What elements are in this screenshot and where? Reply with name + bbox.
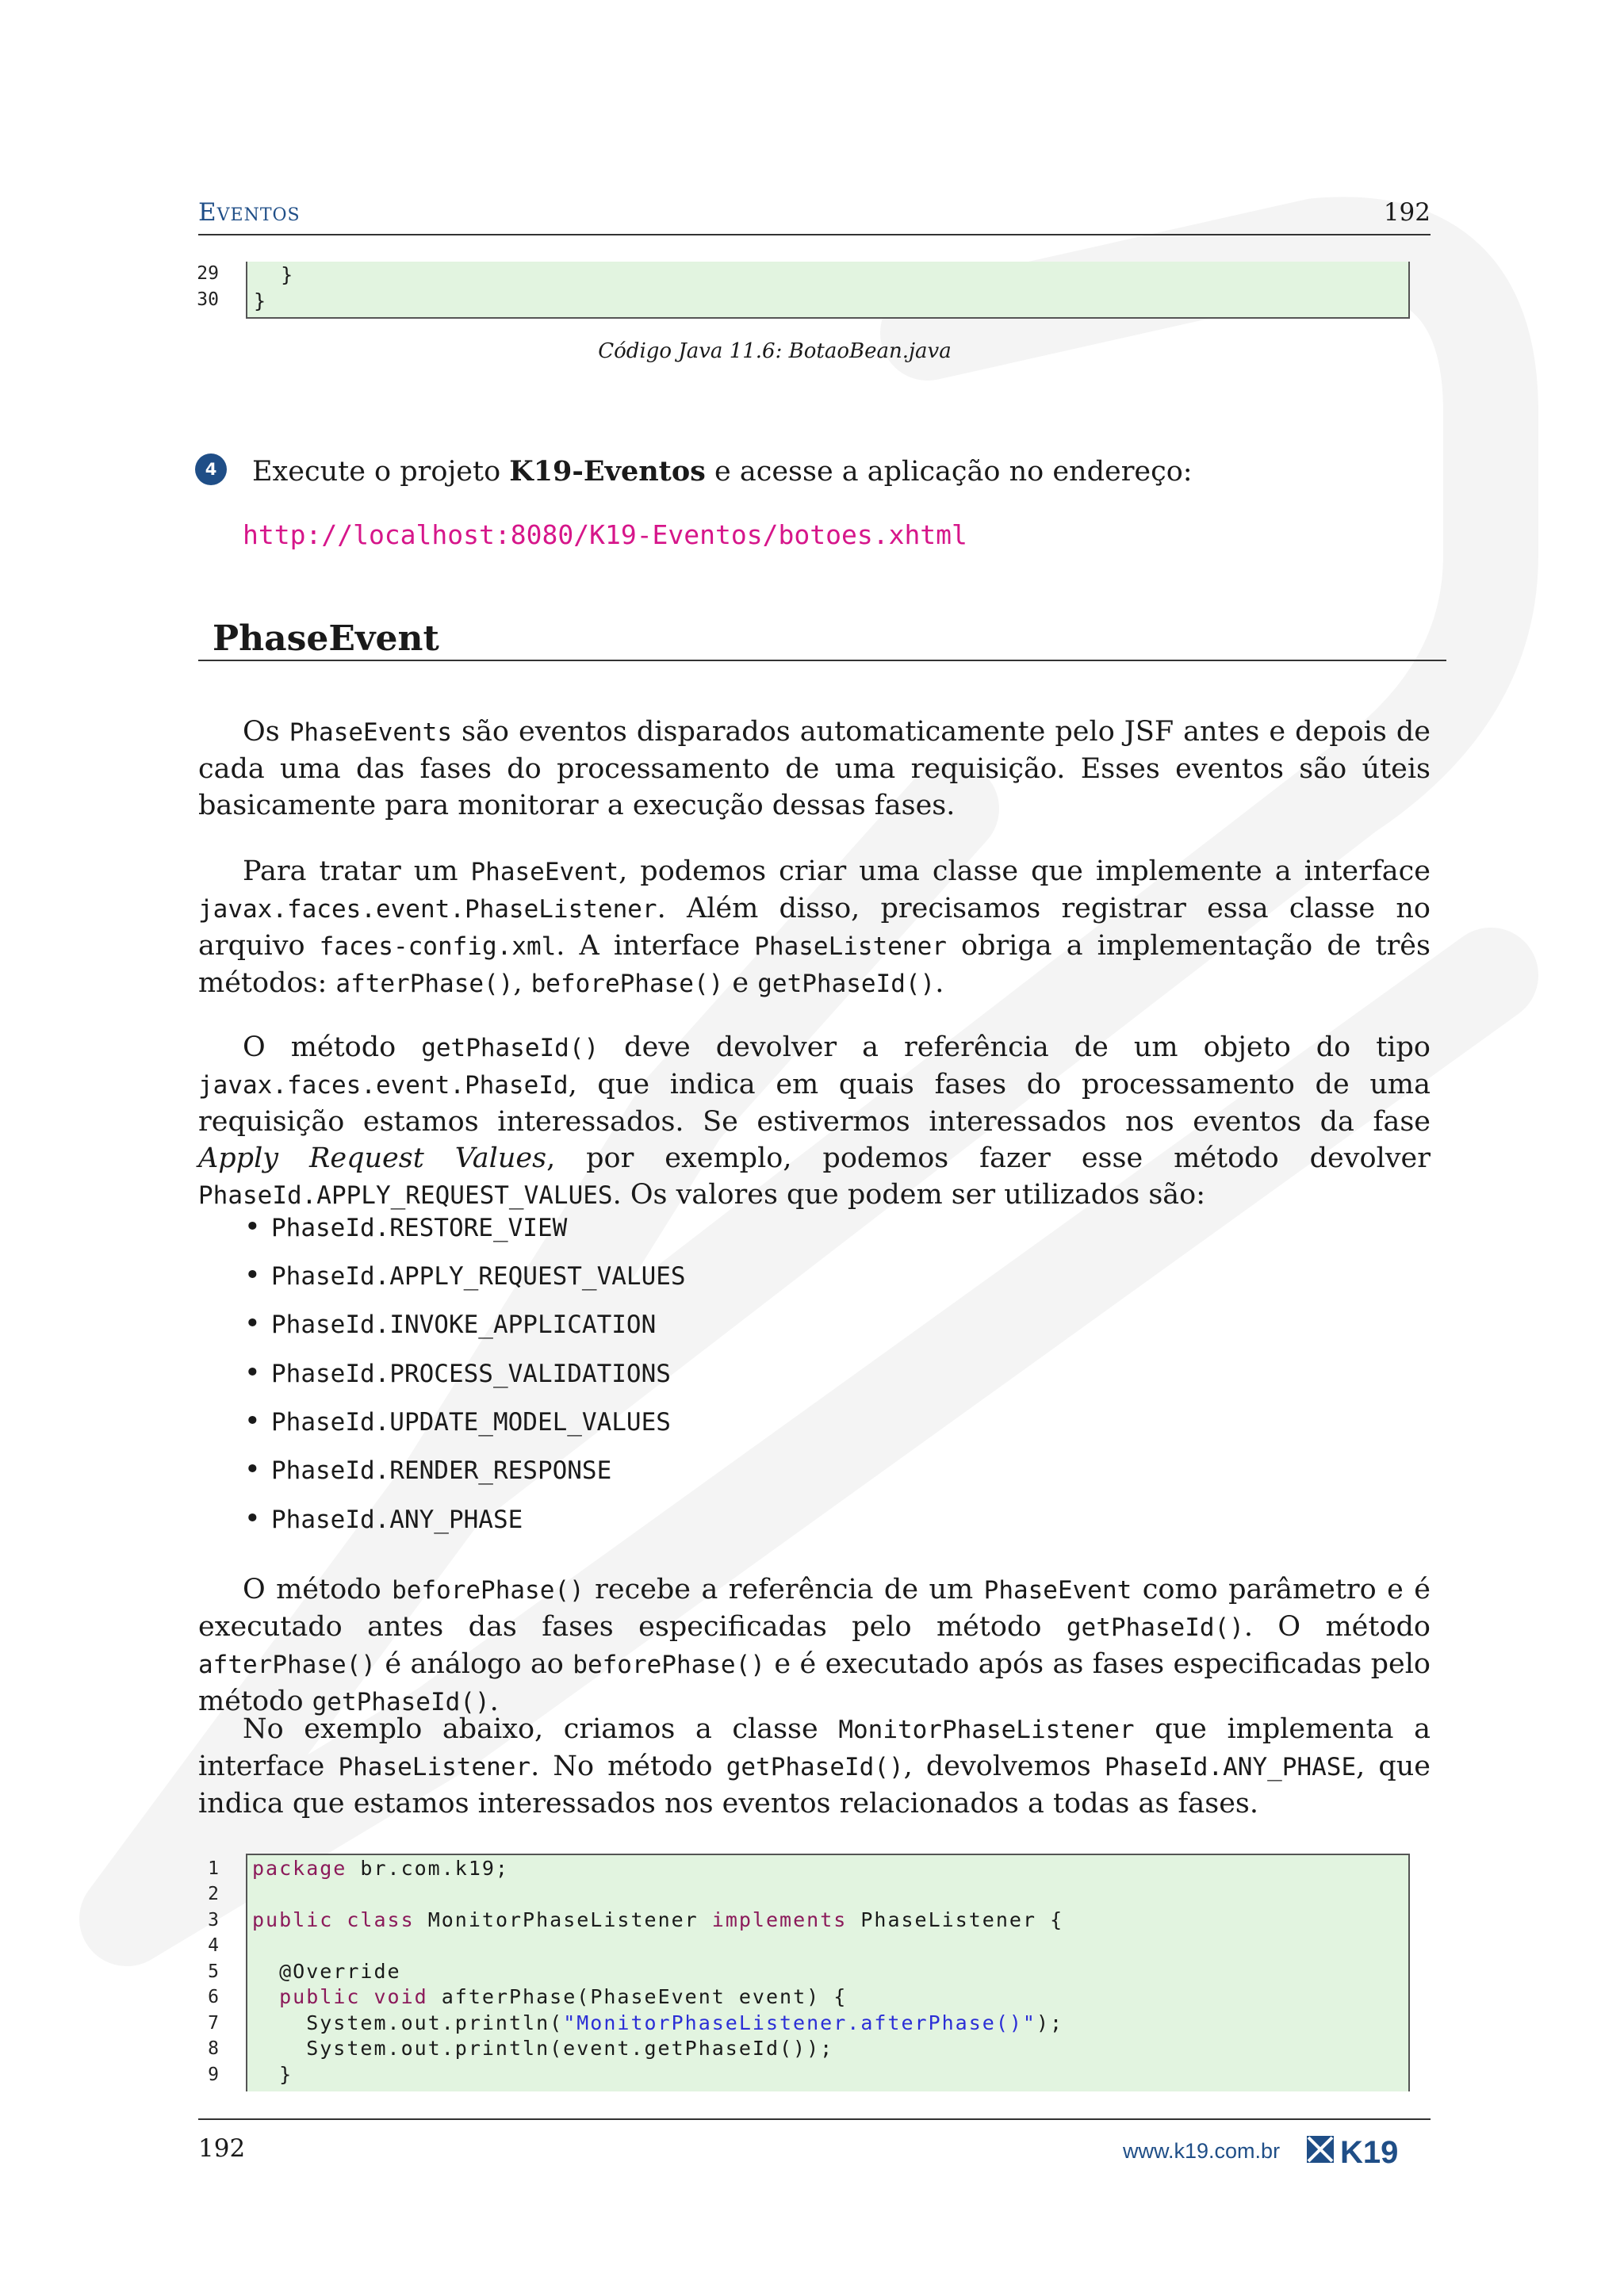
code-line: public void afterPhase(PhaseEvent event) { (279, 1985, 848, 2008)
k19-logo-icon (1305, 2131, 1432, 2169)
code-box (246, 262, 1410, 319)
step-instruction: Execute o projeto K19-Eventos e acesse a aplicação no endereço: (252, 455, 1193, 488)
code-caption: Código Java 11.6: BotaoBean.java (598, 339, 952, 363)
paragraph-2: Para tratar um PhaseEvent, podemos criar uma classe que implemente a interface javax.faces.event.PhaseListener. Além disso, precisamos registrar essa classe no arquivo faces-config.xml. A interface PhaseListener obriga a implementação de três métodos: afterPhase(), beforePhase() e getPhaseId(). (198, 855, 1431, 999)
app-url-link[interactable]: http://localhost:8080/K19-Eventos/botoes.xhtml (243, 519, 967, 550)
footer-website: www.k19.com.br (1123, 2139, 1281, 2163)
code-line: } (254, 263, 295, 286)
header-page-number: 192 (1383, 198, 1431, 227)
paragraph-4: O método beforePhase() recebe a referência de um PhaseEvent como parâmetro e é executado antes das fases especificadas pelo método getPhaseId(). O método afterPhase() é análogo ao beforePhase() e é executado após as fases especificadas pelo método getPhaseId(). (198, 1574, 1431, 1717)
list-item: • PhaseId.UPDATE_MODEL_VALUES (244, 1406, 671, 1437)
paragraph-3: O método getPhaseId() deve devolver a referência de um objeto do tipo javax.faces.event.PhaseId, que indica em quais fases do processamento de uma requisição estamos interessados. Se estivermos interessados nos eventos da fase Apply Request Values, por exemplo, podemos fazer esse método devolver PhaseId.APPLY_REQUEST_VALUES. Os valores que podem ser utilizados são: (198, 1031, 1431, 1211)
section-divider (198, 660, 1446, 661)
header-divider (198, 234, 1431, 235)
chapter-title: Eventos (198, 198, 301, 227)
list-item: • PhaseId.ANY_PHASE (244, 1503, 523, 1535)
line-number: 2 (208, 1884, 219, 1904)
code-line: } (254, 289, 268, 312)
footer-page-number: 192 (198, 2134, 246, 2163)
line-number: 3 (208, 1910, 219, 1931)
list-item: • PhaseId.APPLY_REQUEST_VALUES (244, 1260, 686, 1292)
line-number: 5 (208, 1961, 219, 1982)
list-item: • PhaseId.RENDER_RESPONSE (244, 1454, 612, 1486)
paragraph-1: Os PhaseEvents são eventos disparados automaticamente pelo JSF antes e depois de cada uma das fases do processamento de uma requisição. Esses eventos são úteis basicamente para monitorar a execução dessas fases. (198, 716, 1431, 821)
line-number: 7 (208, 2013, 219, 2034)
line-number: 29 (197, 263, 219, 284)
list-item: • PhaseId.INVOKE_APPLICATION (244, 1308, 657, 1340)
line-number: 6 (208, 1987, 219, 2007)
line-number: 4 (208, 1935, 219, 1956)
code-line: package br.com.k19; (252, 1857, 509, 1880)
step-number-badge: 4 (195, 453, 227, 485)
line-number: 8 (208, 2038, 219, 2059)
code-line: System.out.println(event.getPhaseId()); (252, 2037, 834, 2060)
line-number: 1 (208, 1858, 219, 1879)
list-item: • PhaseId.PROCESS_VALIDATIONS (244, 1357, 671, 1389)
code-line: System.out.println("MonitorPhaseListener.afterPhase()"); (252, 2011, 1064, 2034)
footer-divider (198, 2118, 1431, 2120)
code-line: } (252, 2063, 293, 2086)
line-number: 9 (208, 2064, 219, 2085)
code-line: @Override (252, 1960, 401, 1983)
line-number: 30 (197, 289, 219, 310)
list-item: • PhaseId.RESTORE_VIEW (244, 1211, 568, 1243)
svg-text:K19: K19 (1340, 2135, 1399, 2169)
code-line: public class MonitorPhaseListener implements PhaseListener { (252, 1908, 1064, 1931)
section-title: PhaseEvent (213, 618, 439, 659)
paragraph-5: No exemplo abaixo, criamos a classe MonitorPhaseListener que implementa a interface PhaseListener. No método getPhaseId(), devolvemos PhaseId.ANY_PHASE, que indica que estamos interessados nos eventos relacionados a todas as fases. (198, 1713, 1431, 1820)
